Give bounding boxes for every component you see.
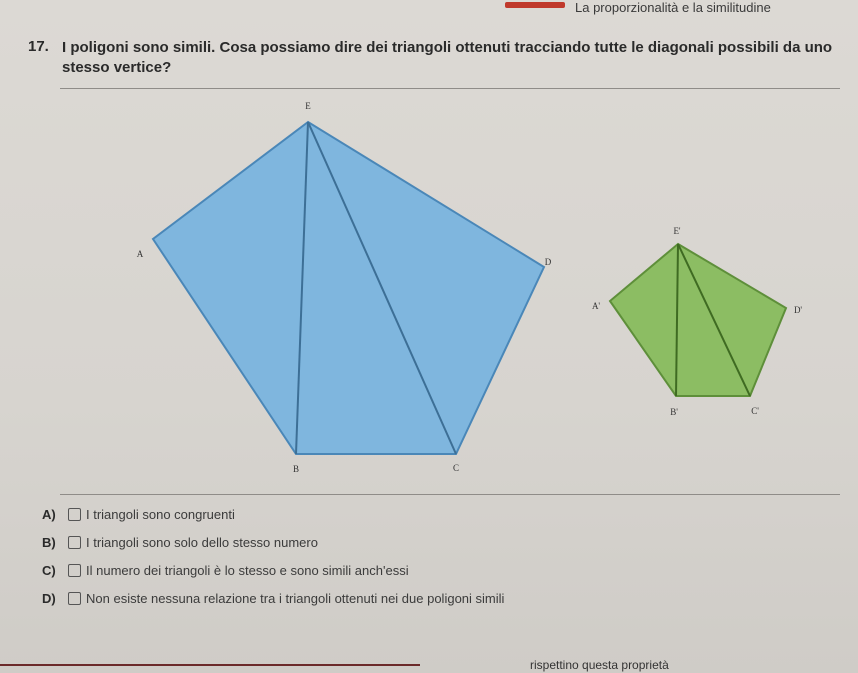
checkbox-d[interactable] <box>68 592 81 605</box>
large-label-d: D <box>544 257 552 267</box>
answer-letter: C) <box>42 563 56 578</box>
answer-text: I triangoli sono congruenti <box>86 507 235 522</box>
small-pentagon <box>610 244 786 396</box>
answer-text: Il numero dei triangoli è lo stesso e sono simili anch'essi <box>86 563 409 578</box>
footer-divider <box>0 664 420 666</box>
answer-text: Non esiste nessuna relazione tra i triangoli ottenuti nei due poligoni simili <box>86 591 505 606</box>
checkbox-b[interactable] <box>68 536 81 549</box>
footer-text: rispettino questa proprietà <box>530 658 669 672</box>
checkbox-a[interactable] <box>68 508 81 521</box>
answer-letter: D) <box>42 591 56 606</box>
large-label-e: E <box>305 101 311 111</box>
answer-letter: A) <box>42 507 56 522</box>
answer-text: I triangoli sono solo dello stesso numero <box>86 535 318 550</box>
large-label-a: A <box>136 249 144 259</box>
answer-letter: B) <box>42 535 56 550</box>
question-number: 17. <box>28 38 49 55</box>
figure-area <box>60 88 840 495</box>
large-label-c: C <box>452 463 460 473</box>
checkbox-c[interactable] <box>68 564 81 577</box>
small-label-b: B' <box>670 407 678 417</box>
large-label-b: B <box>292 464 300 474</box>
question-text: I poligoni sono simili. Cosa possiamo dire dei triangoli ottenuti tracciando tutte le diagonali possibili da uno stesso vertice? <box>62 39 833 76</box>
small-label-d: D' <box>793 305 803 315</box>
chapter-accent-bar <box>505 2 565 8</box>
small-label-a: A' <box>591 301 601 311</box>
pentagons-figure <box>60 89 840 494</box>
small-label-e: E' <box>673 226 681 236</box>
large-pentagon <box>153 122 544 454</box>
chapter-title: La proporzionalità e la similitudine <box>575 0 771 15</box>
small-label-c: C' <box>751 406 759 416</box>
